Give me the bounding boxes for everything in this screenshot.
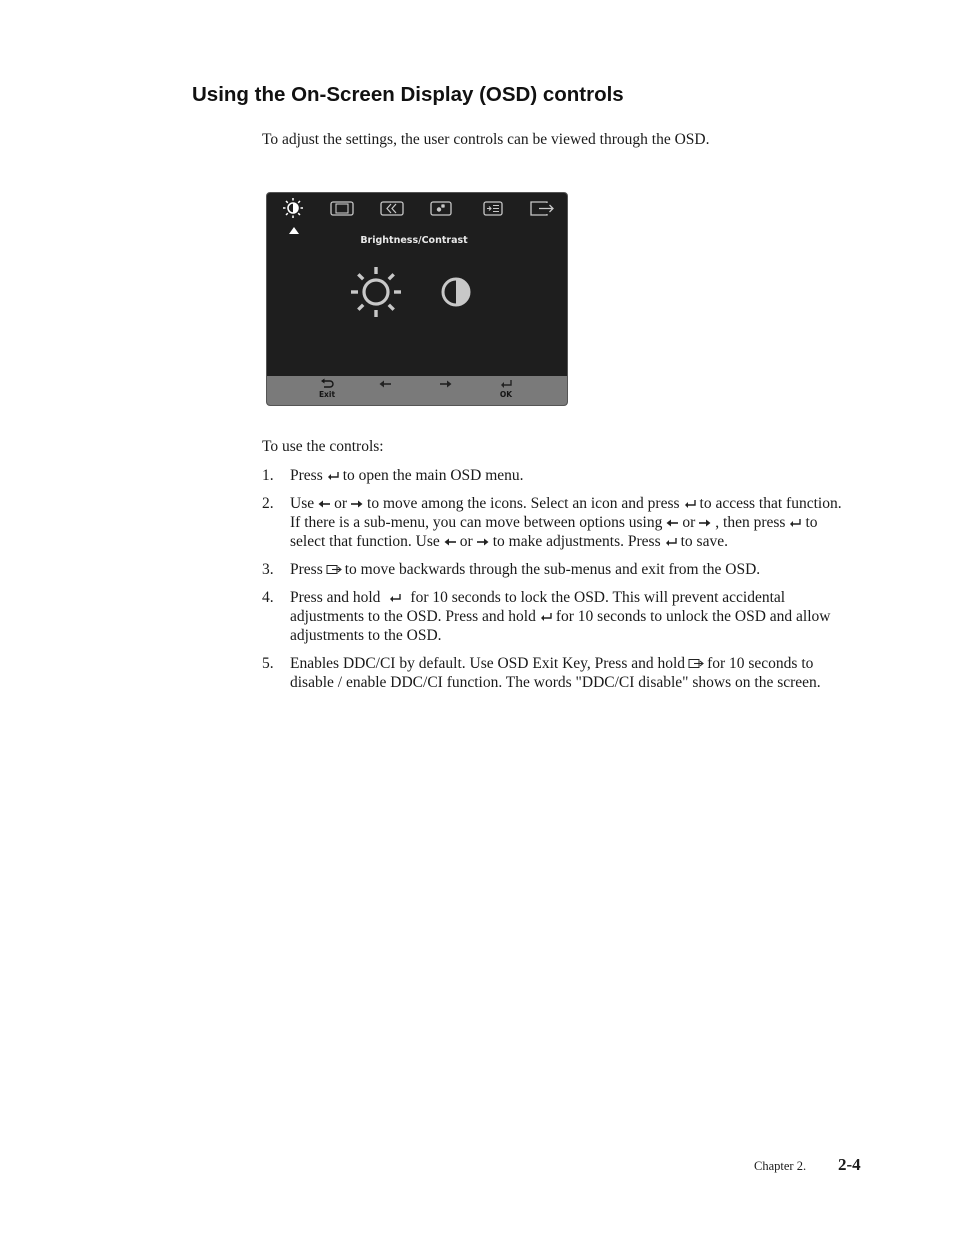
enter-key-icon [539, 612, 553, 622]
brightness-contrast-icon [278, 197, 308, 221]
right-arrow-icon [439, 378, 453, 390]
list-item [262, 654, 852, 692]
step-text: to open the main OSD menu. [342, 467, 524, 484]
osd-menu-title: Brightness/Contrast [360, 235, 468, 246]
contrast-half-circle-icon [440, 276, 472, 308]
step-text: , then press [715, 514, 786, 531]
instructions-list [262, 466, 852, 701]
enter-key-icon [664, 537, 678, 547]
osd-exit-button [307, 378, 347, 404]
left-arrow-key-icon [317, 499, 331, 509]
step-text: to move backwards through the sub-menus and exit from the OSD. [344, 561, 761, 578]
osd-ok-label: OK [499, 390, 513, 399]
left-arrow-key-icon [665, 518, 679, 528]
step-text: or [334, 495, 348, 512]
options-icon [478, 197, 508, 221]
left-arrow-icon [378, 378, 392, 390]
step-text: Enables DDC/CI by default. Use OSD Exit Key, Press and hold [290, 655, 686, 672]
osd-ok-button [486, 378, 526, 404]
usage-label: To use the controls: [262, 438, 384, 455]
exit-key-icon [326, 564, 342, 575]
exit-icon [527, 197, 557, 221]
step-text: Use [290, 495, 315, 512]
step-text: to access that function. If there is a sub-menu, you can move between options using [290, 495, 842, 531]
brightness-sun-icon [349, 265, 403, 319]
osd-tab-bar [267, 193, 567, 225]
step-text: or [459, 533, 473, 550]
osd-menu-panel [266, 192, 568, 406]
left-arrow-key-icon [443, 537, 457, 547]
step-number: 3. [262, 561, 274, 578]
step-number: 2. [262, 495, 274, 512]
osd-exit-label: Exit [318, 390, 336, 399]
step-text: to make adjustments. Press [492, 533, 661, 550]
footer-chapter: Chapter 2. [754, 1159, 807, 1173]
list-item [262, 494, 852, 551]
step-text: Press [290, 561, 323, 578]
step-number: 4. [262, 589, 274, 606]
intro-text: To adjust the settings, the user controls can be viewed through the OSD. [262, 131, 710, 148]
exit-key-icon [688, 658, 704, 669]
step-text: for 10 seconds to disable / enable DDC/CI function. The words "DDC/CI disable" shows on the screen. [290, 655, 821, 691]
step-text: Press and hold [290, 589, 381, 606]
step-text: Press [290, 467, 323, 484]
enter-key-icon [388, 593, 402, 603]
back-arrow-icon [319, 378, 335, 390]
page-heading: Using the On-Screen Display (OSD) controls [192, 83, 624, 106]
step-text: to move among the icons. Select an icon and press [367, 495, 680, 512]
enter-key-icon [788, 518, 802, 528]
selected-tab-pointer-icon [289, 227, 299, 234]
image-position-icon [327, 197, 357, 221]
list-item [262, 588, 852, 645]
enter-key-icon [683, 499, 697, 509]
step-text: for 10 seconds to unlock the OSD and allow adjustments to the OSD. [290, 608, 831, 644]
step-text: or [682, 514, 696, 531]
list-item [262, 560, 852, 579]
image-properties-icon [426, 197, 456, 221]
osd-control-bar [267, 376, 567, 405]
step-text: for 10 seconds to lock the OSD. This will prevent accidental adjustments to the OSD. Press and hold [290, 589, 786, 625]
osd-left-button [365, 378, 405, 404]
step-number: 5. [262, 655, 274, 672]
right-arrow-key-icon [476, 537, 490, 547]
right-arrow-key-icon [698, 518, 712, 528]
step-text: to select that function. Use [290, 514, 818, 550]
page-number: 2-4 [838, 1155, 861, 1174]
right-arrow-key-icon [350, 499, 364, 509]
step-number: 1. [262, 467, 274, 484]
list-item [262, 466, 852, 485]
image-setup-icon [377, 197, 407, 221]
osd-right-button [426, 378, 466, 404]
enter-icon [499, 378, 513, 390]
enter-key-icon [326, 471, 340, 481]
step-text: to save. [680, 533, 728, 550]
